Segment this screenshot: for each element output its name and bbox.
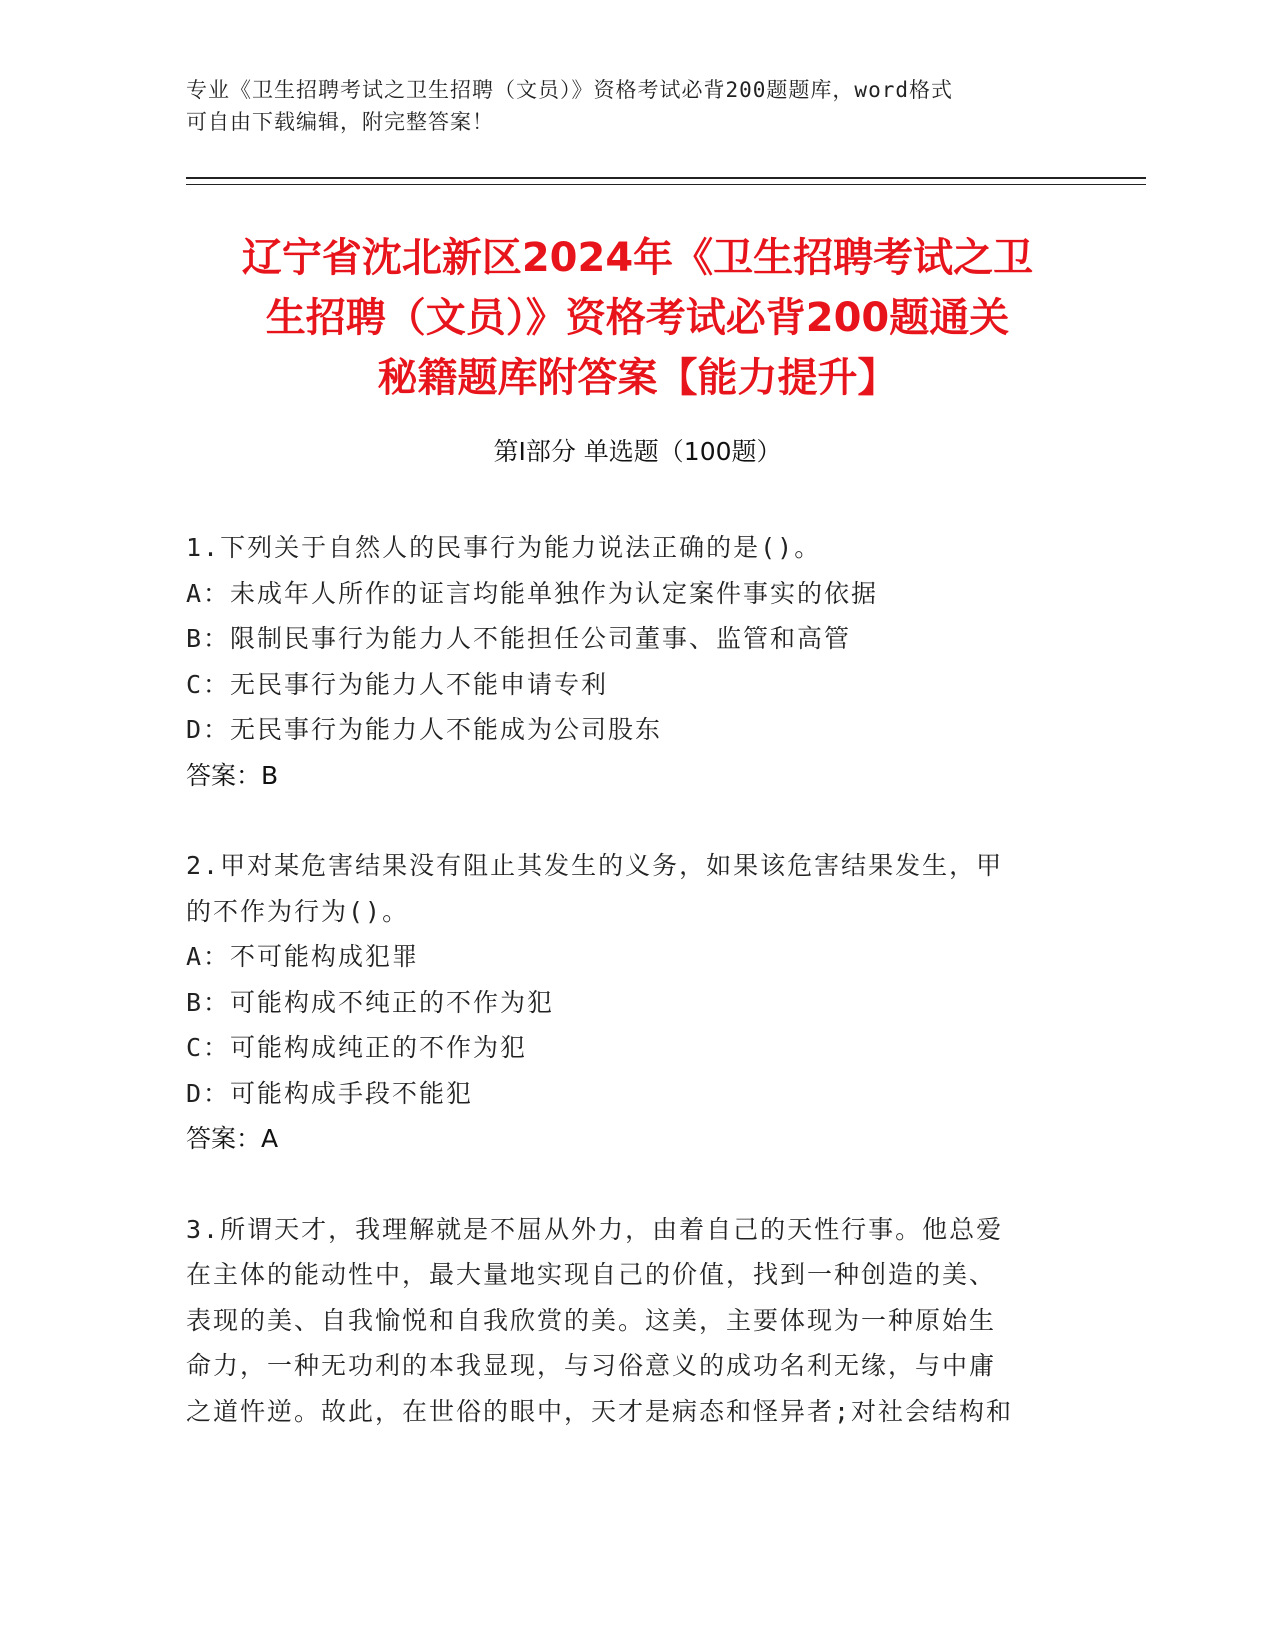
question-stem: 表现的美、自我愉悦和自我欣赏的美。这美，主要体现为一种原始生 [186,1305,997,1335]
option-c: C：可能构成纯正的不作为犯 [186,1033,528,1062]
answer: 答案：B [186,760,279,790]
option-b: B：可能构成不纯正的不作为犯 [186,987,555,1017]
option-b: B：限制民事行为能力人不能担任公司董事、监管和高管 [186,624,852,653]
section-heading: 第I部分 单选题（100题） [493,437,782,466]
question-spacer [186,798,1086,843]
question-stem: 的不作为行为()。 [186,896,410,926]
question-stem: 之道忤逆。故此，在世俗的眼中，天才是病态和怪异者;对社会结构和 [186,1396,1014,1426]
question-3 [186,1207,1086,1435]
header-line-1: 专业《卫生招聘考试之卫生招聘（文员）》资格考试必背200题题库，word格式 [186,78,953,102]
option-a: A：不可能构成犯罪 [186,942,420,971]
document-title [170,228,1105,408]
title-line-2: 生招聘（文员）》资格考试必背200题通关 [265,295,1010,341]
header-divider-thick [186,177,1146,179]
question-list [186,525,1086,1434]
question-stem: 在主体的能动性中，最大量地实现自己的价值，找到一种创造的美、 [186,1260,997,1289]
question-stem: 1.下列关于自然人的民事行为能力说法正确的是()。 [186,533,822,562]
option-d: D：无民事行为能力人不能成为公司股东 [186,715,663,744]
question-spacer [186,1162,1086,1207]
header-divider-thin [186,184,1146,185]
question-stem: 3.所谓天才，我理解就是不屈从外力，由着自己的天性行事。他总爱 [186,1214,1004,1244]
header-line-2: 可自由下载编辑，附完整答案！ [186,110,494,134]
question-stem: 2.甲对某危害结果没有阻止其发生的义务，如果该危害结果发生，甲 [186,851,1004,880]
title-line-3: 秘籍题库附答案【能力提升】 [377,355,898,401]
option-d: D：可能构成手段不能犯 [186,1078,474,1108]
option-a: A：未成年人所作的证言均能单独作为认定案件事实的依据 [186,578,879,608]
document-header [186,74,1086,138]
question-1 [186,525,1086,798]
question-2 [186,843,1086,1162]
title-line-1: 辽宁省沈北新区2024年《卫生招聘考试之卫 [241,235,1034,281]
answer: 答案：A [186,1124,279,1153]
question-stem: 命力，一种无功利的本我显现，与习俗意义的成功名利无缘，与中庸 [186,1351,997,1380]
option-c: C：无民事行为能力人不能申请专利 [186,669,609,699]
